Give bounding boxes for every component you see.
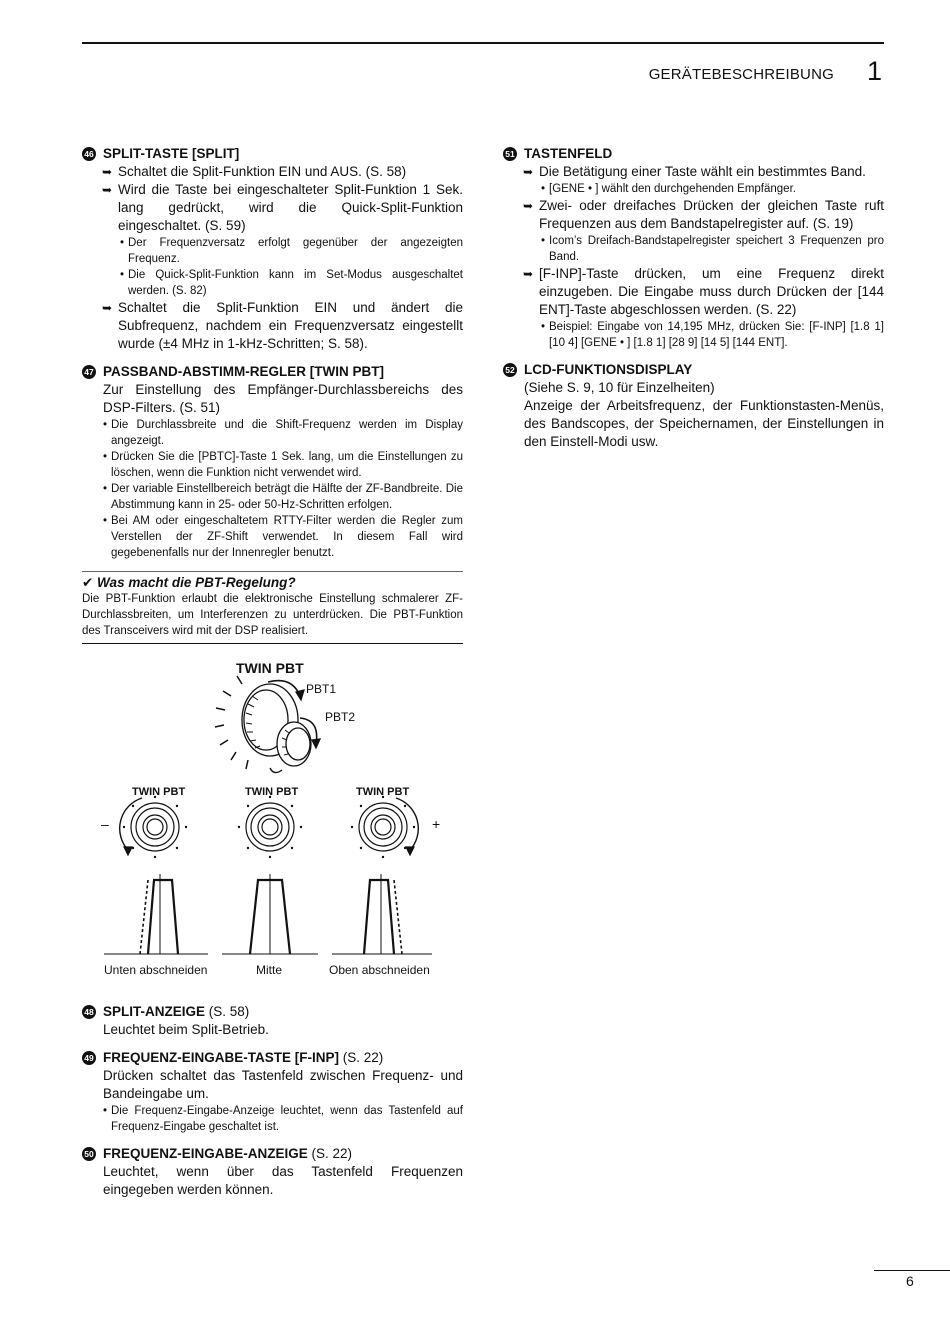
header-title: GERÄTEBESCHREIBUNG bbox=[648, 66, 834, 83]
knob-label-left: TWIN PBT bbox=[132, 786, 186, 798]
knob-label-middle: TWIN PBT bbox=[245, 786, 299, 798]
arrow-item: ➥ Zwei- oder dreifaches Drücken der gleichen Taste ruft Frequenzen aus dem Bandstapelregister auf. (S. 19) bbox=[523, 198, 884, 231]
twin-pbt-illustration bbox=[82, 648, 463, 1003]
passband-left-icon bbox=[104, 874, 208, 954]
circled-number: 51 bbox=[503, 147, 517, 161]
paragraph: (Siehe S. 9, 10 für Einzelheiten) bbox=[524, 380, 715, 395]
paragraph: Drücken schaltet das Tastenfeld zwischen Frequenz- und Bandeingabe um. bbox=[103, 1068, 463, 1101]
paragraph: Leuchtet, wenn über das Tastenfeld Frequenzen eingegeben werden können. bbox=[103, 1164, 463, 1197]
bullet-item: • Icom’s Dreifach-Bandstapelregister speichert 3 Frequenzen pro Band. bbox=[541, 235, 884, 263]
section-49 bbox=[82, 1049, 463, 1135]
arrow-item: ➥ Die Betätigung einer Taste wählt ein bestimmtes Band. bbox=[523, 164, 866, 179]
chapter-number: 1 bbox=[866, 56, 882, 86]
knob-right-icon bbox=[351, 796, 419, 858]
pbt1-label: PBT1 bbox=[306, 682, 337, 696]
knob-label-right: TWIN PBT bbox=[356, 786, 410, 798]
bullet-item: • Die Durchlassbreite und die Shift-Frequenz werden im Display angezeigt. bbox=[103, 419, 463, 447]
arrow-icon: ➥ bbox=[523, 165, 534, 179]
bullet-item: • Die Frequenz-Eingabe-Anzeige leuchtet, wenn das Tastenfeld auf Frequenz-Eingabe geschaltet ist. bbox=[103, 1105, 463, 1133]
section-heading: 46 SPLIT-TASTE [SPLIT] bbox=[82, 145, 463, 163]
knob-middle-icon bbox=[238, 796, 302, 858]
bullet-item: • [GENE • ] wählt den durchgehenden Empfänger. bbox=[541, 183, 796, 195]
bullet-item: • Die Quick-Split-Funktion kann im Set-Modus ausgeschaltet werden. (S. 82) bbox=[120, 269, 463, 297]
passband-graphs bbox=[104, 874, 432, 954]
paragraph: Zur Einstellung des Empfänger-Durchlassbereichs des DSP-Filters. (S. 51) bbox=[103, 382, 463, 415]
paragraph: Anzeige der Arbeitsfrequenz, der Funktionstasten-Menüs, des Bandscopes, der Speichernamen, der Einstellungen in den Einstell-Modi usw. bbox=[524, 398, 884, 449]
section-heading: 47 PASSBAND-ABSTIMM-REGLER [TWIN PBT] bbox=[82, 363, 463, 381]
arrow-icon: ➥ bbox=[102, 165, 113, 179]
circled-number: 52 bbox=[503, 363, 517, 377]
bullet-item: • Bei AM oder eingeschaltetem RTTY-Filter werden die Regler zum Verstellen der ZF-Shift verwendet. In diesem Fall wird gegebenenfalls nur der Innenregler benutzt. bbox=[103, 515, 463, 559]
section-47 bbox=[82, 363, 463, 561]
section-heading: 51 TASTENFELD bbox=[503, 145, 884, 163]
diagram-title: TWIN PBT bbox=[236, 660, 304, 676]
bullet-item: • Der variable Einstellbereich beträgt die Hälfte der ZF-Bandbreite. Die Abstimmung kann in 25- oder 50-Hz-Schritten erfolgen. bbox=[103, 483, 463, 511]
section-48 bbox=[82, 1003, 463, 1039]
caption-middle: Mitte bbox=[256, 963, 283, 977]
circled-number: 50 bbox=[82, 1147, 96, 1161]
info-box bbox=[82, 571, 463, 644]
circled-number: 46 bbox=[82, 147, 96, 161]
caption-right: Oben abschneiden bbox=[329, 963, 430, 977]
arrow-item: ➥ [F-INP]-Taste drücken, um eine Frequenz direkt einzugeben. Die Eingabe muss durch Drücken der [144 ENT]-Taste abgeschlossen werden. (S. 22) bbox=[523, 266, 884, 317]
bullet-item: • Der Frequenzversatz erfolgt gegenüber der angezeigten Frequenz. bbox=[120, 237, 463, 265]
passband-right-icon bbox=[332, 874, 432, 954]
bullet-item: • Drücken Sie die [PBTC]-Taste 1 Sek. lang, um die Einstellungen zu löschen, wenn die Funktion nicht verwendet wird. bbox=[103, 451, 463, 479]
knob-left-icon bbox=[120, 796, 188, 858]
right-column bbox=[503, 145, 884, 461]
circled-number: 48 bbox=[82, 1005, 96, 1019]
circled-number: 47 bbox=[82, 365, 96, 379]
minus-sign: – bbox=[101, 816, 109, 832]
section-heading: 50 FREQUENZ-EINGABE-ANZEIGE (S. 22) bbox=[82, 1145, 463, 1163]
circled-number: 49 bbox=[82, 1051, 96, 1065]
section-52 bbox=[503, 361, 884, 451]
arrow-item: ➥ Wird die Taste bei eingeschalteter Split-Funktion 1 Sek. lang gedrückt, wird die Quick-Split-Funktion eingeschaltet. (S. 59) bbox=[102, 182, 463, 233]
left-column bbox=[82, 145, 463, 1209]
arrow-icon: ➥ bbox=[523, 267, 534, 281]
section-heading: 52 LCD-FUNKTIONSDISPLAY bbox=[503, 361, 884, 379]
info-box-text: Die PBT-Funktion erlaubt die elektronische Einstellung schmalerer ZF-Durchlassbreiten, um Interferenzen zu unterdrücken. Die PBT-Funktion des Transceivers wird mit der DSP realisiert. bbox=[82, 593, 463, 637]
pbt2-label: PBT2 bbox=[325, 710, 356, 724]
section-46 bbox=[82, 145, 463, 353]
header-rule bbox=[82, 42, 884, 44]
section-51 bbox=[503, 145, 884, 351]
section-50 bbox=[82, 1145, 463, 1199]
caption-left: Unten abschneiden bbox=[104, 963, 208, 977]
section-heading: 48 SPLIT-ANZEIGE (S. 58) bbox=[82, 1003, 463, 1021]
twin-pbt-diagram bbox=[82, 648, 463, 1003]
plus-sign: + bbox=[432, 816, 441, 832]
paragraph: Leuchtet beim Split-Betrieb. bbox=[103, 1022, 269, 1037]
bullet-item: • Beispiel: Eingabe von 14,195 MHz, drücken Sie: [F-INP] [1.8 1] [10 4] [GENE • ] [1.8 1] [28 9] [14 5] [144 ENT]. bbox=[541, 321, 884, 349]
passband-middle-icon bbox=[222, 874, 318, 954]
section-heading: 49 FREQUENZ-EINGABE-TASTE [F-INP] (S. 22) bbox=[82, 1049, 463, 1067]
arrow-icon: ➥ bbox=[102, 301, 113, 315]
page-number: 6 bbox=[906, 1273, 914, 1289]
arrow-item: ➥ Schaltet die Split-Funktion EIN und ändert die Subfrequenz, nachdem ein Frequenzversatz eingestellt wurde (±4 MHz in 1-kHz-Schritten; S. 58). bbox=[102, 300, 463, 351]
arrow-icon: ➥ bbox=[523, 199, 534, 213]
info-box-title: ✔ Was macht die PBT-Regelung? bbox=[82, 575, 296, 590]
arrow-icon: ➥ bbox=[102, 183, 113, 197]
big-knob-icon bbox=[215, 676, 320, 773]
footer-rule bbox=[874, 1270, 950, 1271]
arrow-item: ➥ Schaltet die Split-Funktion EIN und AUS. (S. 58) bbox=[102, 164, 407, 179]
